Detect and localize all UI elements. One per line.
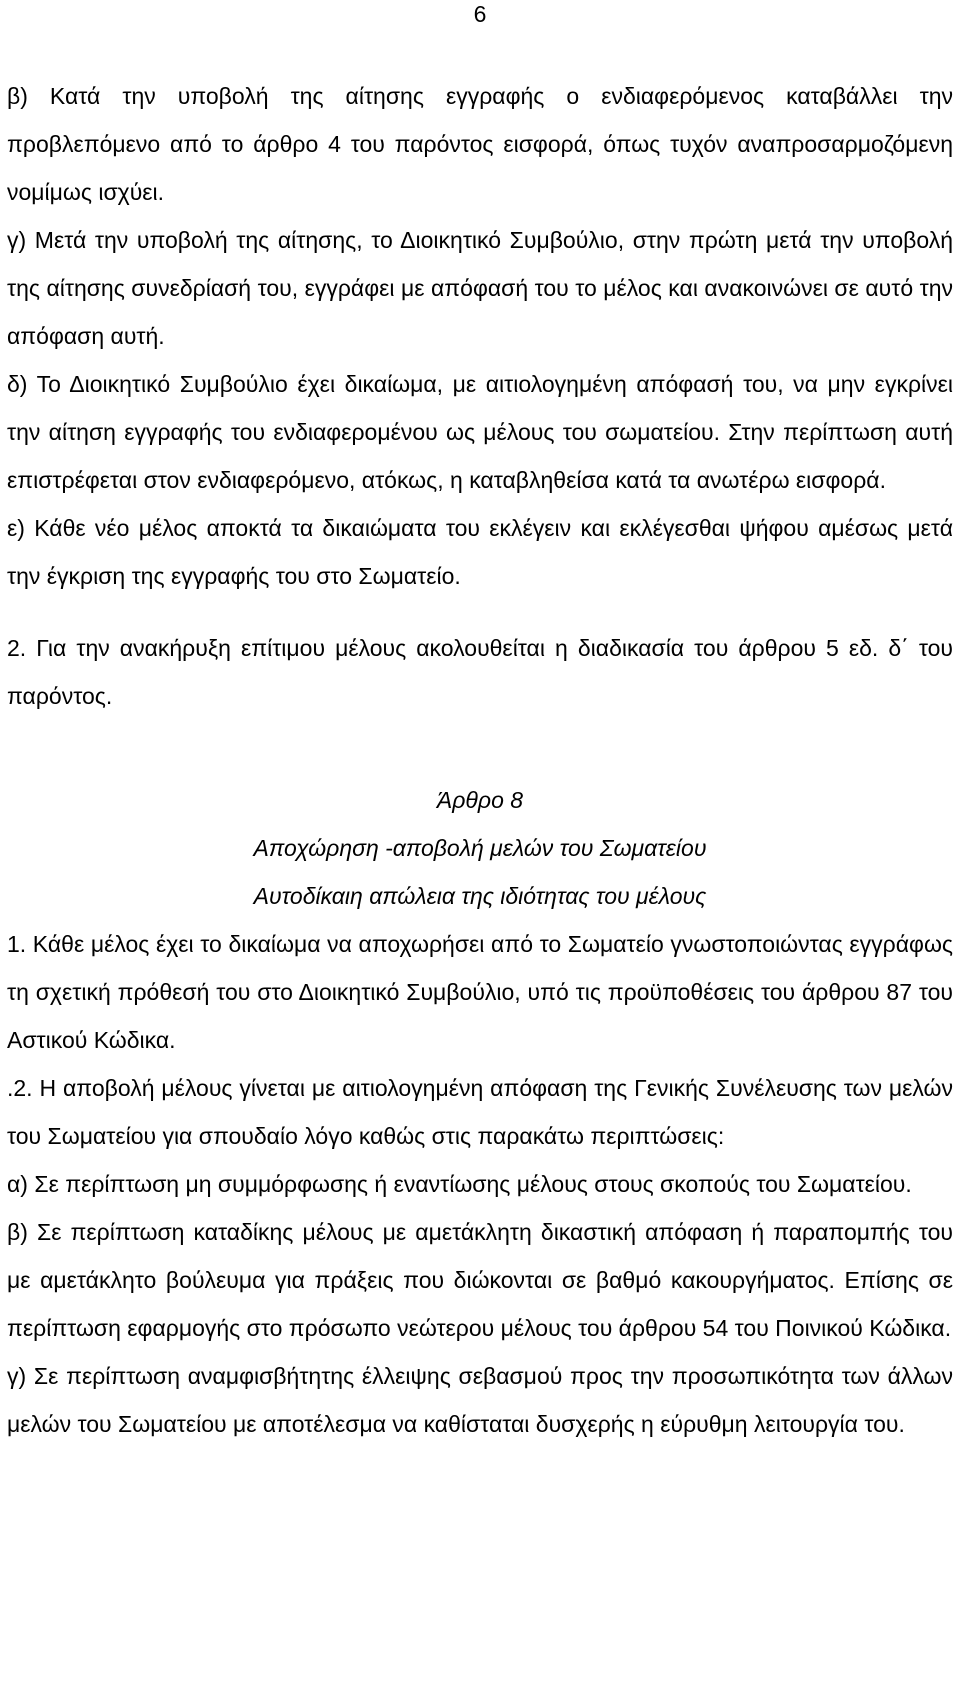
article-title: Αποχώρηση -αποβολή μελών του Σωματείου bbox=[253, 835, 707, 861]
paragraph-b: β) Κατά την υποβολή της αίτησης εγγραφής ο ενδιαφερόμενος καταβάλλει την προβλεπόμενο από το άρθρο 4 του παρόντος εισφορά, όπως τυχόν αναπροσαρμοζόμενη νομίμως ισχύει. bbox=[7, 83, 953, 205]
document-body bbox=[7, 72, 953, 1448]
paragraph-2: 2. Για την ανακήρυξη επίτιμου μέλους ακολουθείται η διαδικασία του άρθρου 5 εδ. δ΄ του παρόντος. bbox=[7, 635, 953, 709]
article-item-a: α) Σε περίπτωση μη συμμόρφωσης ή εναντίωσης μέλους στους σκοπούς του Σωματείου. bbox=[7, 1171, 912, 1197]
paragraph-d: δ) Το Διοικητικό Συμβούλιο έχει δικαίωμα, με αιτιολογημένη απόφασή του, να μην εγκρίνει την αίτηση εγγραφής του ενδιαφερομένου ως μέλους του σωματείου. Στην περίπτωση αυτή επιστρέφεται στον ενδιαφερόμενο, ατόκως, η καταβληθείσα κατά τα ανωτέρω εισφορά. bbox=[7, 371, 953, 493]
article-item-b: β) Σε περίπτωση καταδίκης μέλους με αμετάκλητη δικαστική απόφαση ή παραπομπής του με αμετάκλητο βούλευμα για πράξεις που διώκονται σε βαθμό κακουργήματος. Επίσης σε περίπτωση εφαρμογής στο πρόσωπο νεώτερου μέλους του άρθρου 54 του Ποινικού Κώδικα. bbox=[7, 1219, 953, 1341]
article-paragraph-2: .2. Η αποβολή μέλους γίνεται με αιτιολογημένη απόφαση της Γενικής Συνέλευσης των μελών του Σωματείου για σπουδαίο λόγο καθώς στις παρακάτω περιπτώσεις: bbox=[7, 1075, 953, 1149]
article-paragraph-1: 1. Κάθε μέλος έχει το δικαίωμα να αποχωρήσει από το Σωματείο γνωστοποιώντας εγγράφως τη σχετική πρόθεσή του στο Διοικητικό Συμβούλιο, υπό τις προϋποθέσεις του άρθρου 87 του Αστικού Κώδικα. bbox=[7, 931, 953, 1053]
spacer bbox=[7, 600, 953, 624]
article-item-c: γ) Σε περίπτωση αναμφισβήτητης έλλειψης σεβασμού προς την προσωπικότητα των άλλων μελών του Σωματείου με αποτέλεσμα να καθίσταται δυσχερής η εύρυθμη λειτουργία του. bbox=[7, 1363, 953, 1437]
paragraph-c: γ) Μετά την υποβολή της αίτησης, το Διοικητικό Συμβούλιο, στην πρώτη μετά την υποβολή της αίτησης συνεδρίασή του, εγγράφει με απόφασή του το μέλος και ανακοινώνει σε αυτό την απόφαση αυτή. bbox=[7, 227, 953, 349]
spacer bbox=[7, 720, 953, 776]
article-subtitle: Αυτοδίκαιη απώλεια της ιδιότητας του μέλους bbox=[253, 883, 707, 909]
paragraph-e: ε) Κάθε νέο μέλος αποκτά τα δικαιώματα του εκλέγειν και εκλέγεσθαι ψήφου αμέσως μετά την έγκριση της εγγραφής του στο Σωματείο. bbox=[7, 515, 953, 589]
page-number: 6 bbox=[473, 1, 487, 27]
article-number: Άρθρο 8 bbox=[436, 787, 524, 813]
